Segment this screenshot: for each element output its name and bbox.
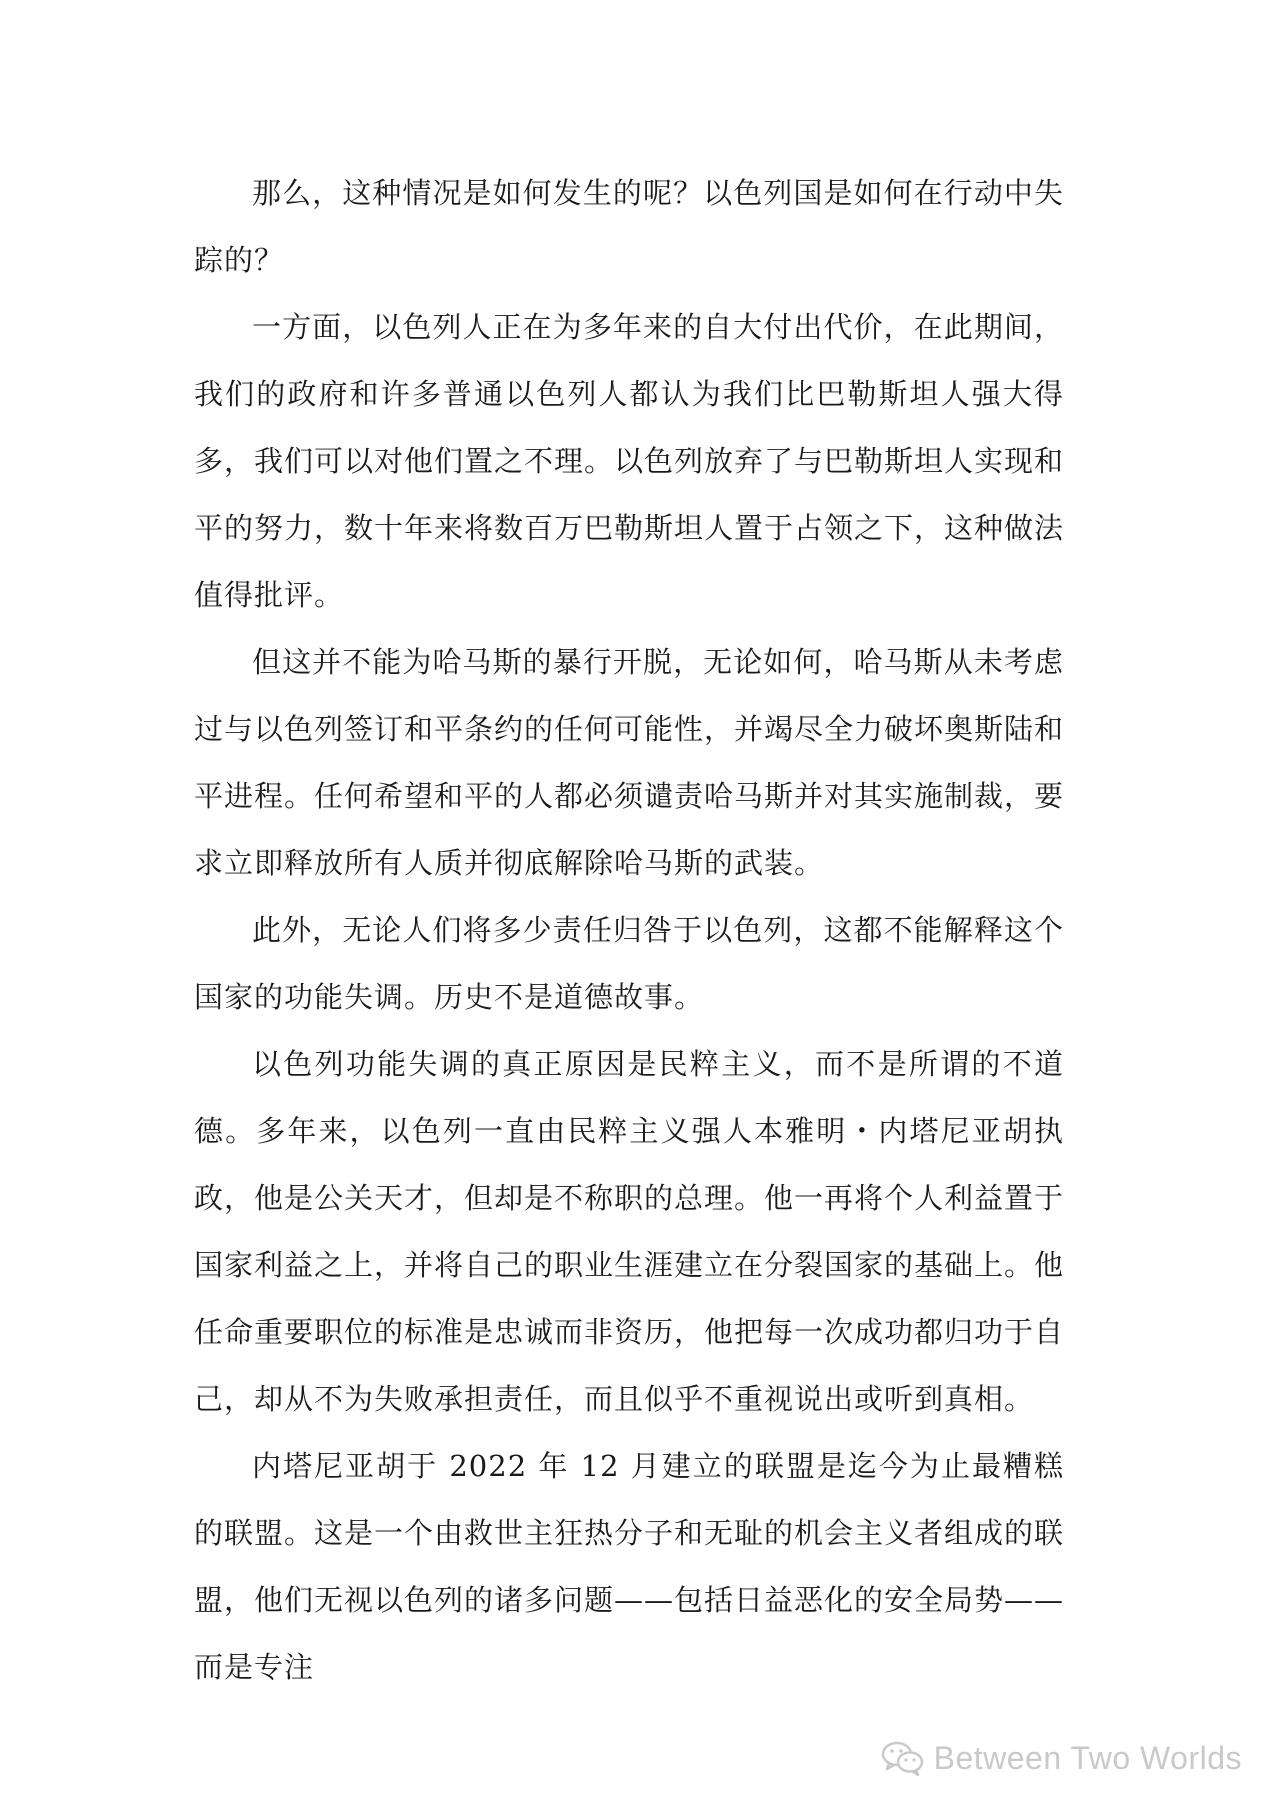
paragraph-5: 以色列功能失调的真正原因是民粹主义，而不是所谓的不道德。多年来，以色列一直由民粹主义强人本雅明・内塔尼亚胡执政，他是公关天才，但却是不称职的总理。他一再将个人利益置于国家利益之上，并将自己的职业生涯建立在分裂国家的基础上。他任命重要职位的标准是忠诚而非资历，他把每一次成功都归功于自己，却从不为失败承担责任，而且似乎不重视说出或听到真相。 (194, 1047, 1065, 1416)
paragraph-3: 但这并不能为哈马斯的暴行开脱，无论如何，哈马斯从未考虑过与以色列签订和平条约的任何可能性，并竭尽全力破坏奥斯陆和平进程。任何希望和平的人都必须谴责哈马斯并对其实施制裁，要求立即释放所有人质并彻底解除哈马斯的武装。 (194, 645, 1065, 880)
paragraph-2: 一方面，以色列人正在为多年来的自大付出代价，在此期间，我们的政府和许多普通以色列人都认为我们比巴勒斯坦人强大得多，我们可以对他们置之不理。以色列放弃了与巴勒斯坦人实现和平的努力，数十年来将数百万巴勒斯坦人置于占领之下，这种做法值得批评。 (194, 310, 1065, 612)
watermark (880, 1738, 1242, 1778)
wechat-icon (880, 1738, 926, 1778)
article-body (194, 160, 1064, 1701)
paragraph-1: 那么，这种情况是如何发生的呢？以色列国是如何在行动中失踪的？ (194, 176, 1064, 277)
paragraph-4: 此外，无论人们将多少责任归咎于以色列，这都不能解释这个国家的功能失调。历史不是道德故事。 (194, 913, 1064, 1014)
watermark-text: Between Two Worlds (933, 1739, 1242, 1776)
paragraph-6: 内塔尼亚胡于 2022 年 12 月建立的联盟是迄今为止最糟糕的联盟。这是一个由救世主狂热分子和无耻的机会主义者组成的联盟，他们无视以色列的诸多问题——包括日益恶化的安全局势——而是专注 (194, 1449, 1065, 1684)
